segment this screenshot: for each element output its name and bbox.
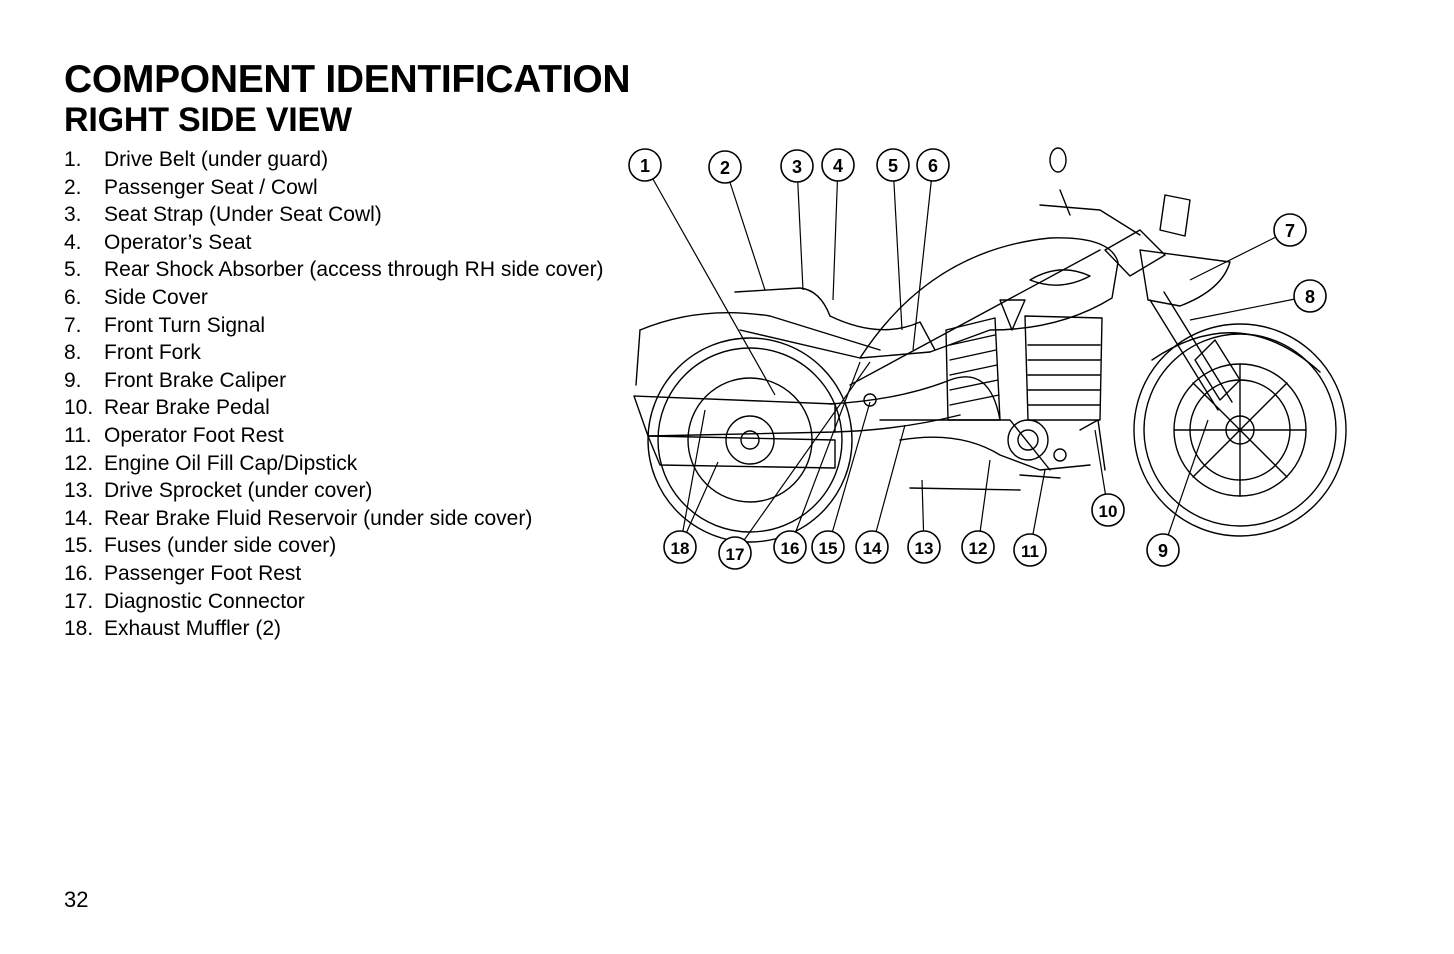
legend-label: Rear Brake Pedal <box>104 396 270 420</box>
callout-11 <box>1014 534 1046 566</box>
callout-number: 14 <box>862 539 882 558</box>
legend-label: Drive Belt (under guard) <box>104 148 329 171</box>
legend-item <box>64 229 604 257</box>
legend-number: 6. <box>64 285 82 309</box>
callout-number: 6 <box>927 156 939 176</box>
legend-label: Front Turn Signal <box>104 313 266 337</box>
legend-number: 10. <box>64 396 94 420</box>
legend-item <box>64 588 604 616</box>
legend-number: 15. <box>64 534 94 558</box>
legend-item <box>64 174 604 202</box>
callout-17 <box>719 537 751 569</box>
callout-16 <box>774 531 806 563</box>
callout-7 <box>1274 214 1306 246</box>
legend-number: 18. <box>64 617 94 641</box>
legend-item <box>64 284 604 312</box>
leader-lines <box>645 165 1310 553</box>
callout-number: 5 <box>887 156 899 176</box>
callout-number: 17 <box>725 545 745 564</box>
legend-label: Operator Foot Rest <box>104 423 284 447</box>
callout-number: 11 <box>1021 542 1039 561</box>
callout-3 <box>781 150 813 182</box>
callout-12 <box>962 531 994 563</box>
legend-number: 11. <box>64 423 92 447</box>
callout-1 <box>629 149 661 181</box>
legend-label: Passenger Foot Rest <box>104 561 302 585</box>
legend-label: Seat Strap (Under Seat Cowl) <box>104 203 382 227</box>
callout-number: 2 <box>719 158 731 178</box>
legend-item <box>64 367 604 395</box>
page-title: COMPONENT IDENTIFICATION <box>64 58 631 101</box>
legend-number: 8. <box>64 341 82 365</box>
component-legend <box>64 146 604 643</box>
legend-number: 12. <box>64 451 94 475</box>
legend-number: 5. <box>64 258 82 282</box>
legend-number: 4. <box>64 230 82 254</box>
callout-18 <box>664 531 696 563</box>
legend-label: Engine Oil Fill Cap/Dipstick <box>104 451 358 475</box>
legend-item <box>64 615 604 643</box>
callout-14 <box>856 531 888 563</box>
legend-label: Diagnostic Connector <box>104 589 305 613</box>
legend-number: 13. <box>64 479 94 503</box>
callout-number: 18 <box>670 539 690 558</box>
callout-number: 7 <box>1284 221 1296 241</box>
callout-number: 3 <box>791 157 803 177</box>
callout-6 <box>917 149 949 181</box>
callout-number: 16 <box>780 539 800 558</box>
callout-number: 9 <box>1157 541 1169 561</box>
legend-label: Front Fork <box>104 341 201 365</box>
legend-number: 2. <box>64 175 82 199</box>
legend-number: 1. <box>64 148 82 171</box>
callout-5 <box>877 149 909 181</box>
callout-number: 10 <box>1098 502 1118 521</box>
legend-number: 3. <box>64 203 82 227</box>
callout-number: 1 <box>639 156 651 176</box>
callout-4 <box>822 149 854 181</box>
legend-number: 14. <box>64 506 94 530</box>
callout-number: 4 <box>832 156 844 176</box>
legend-number: 7. <box>64 313 82 337</box>
legend-label: Drive Sprocket (under cover) <box>104 479 373 503</box>
legend-item <box>64 422 604 450</box>
callout-number: 8 <box>1304 287 1316 307</box>
legend-label: Side Cover <box>104 285 208 309</box>
callout-2 <box>709 151 741 183</box>
legend-item <box>64 560 604 588</box>
legend-item <box>64 450 604 478</box>
legend-label: Passenger Seat / Cowl <box>104 175 318 199</box>
motorcycle-diagram <box>620 140 1360 580</box>
callout-9 <box>1147 534 1179 566</box>
legend-item <box>64 146 604 174</box>
callout-10 <box>1092 494 1124 526</box>
legend-label: Fuses (under side cover) <box>104 534 337 558</box>
motorcycle-illustration <box>634 148 1346 542</box>
legend-item <box>64 505 604 533</box>
legend-label: Operator’s Seat <box>104 230 252 254</box>
callout-number: 12 <box>968 539 988 558</box>
legend-item <box>64 477 604 505</box>
legend-number: 9. <box>64 368 82 392</box>
legend-item <box>64 532 604 560</box>
callout-number: 15 <box>818 539 838 558</box>
callout-8 <box>1294 280 1326 312</box>
legend-label: Rear Shock Absorber (access through RH side cover) <box>104 258 604 282</box>
callout-15 <box>812 531 844 563</box>
legend-item <box>64 394 604 422</box>
legend-label: Rear Brake Fluid Reservoir (under side cover) <box>104 506 533 530</box>
legend-number: 17. <box>64 589 94 613</box>
callout-number: 13 <box>914 539 934 558</box>
legend-item <box>64 339 604 367</box>
legend-item <box>64 256 604 284</box>
page-number: 32 <box>64 887 89 912</box>
page-subtitle: RIGHT SIDE VIEW <box>64 101 352 139</box>
legend-label: Exhaust Muffler (2) <box>104 617 282 641</box>
legend-label: Front Brake Caliper <box>104 368 287 392</box>
legend-number: 16. <box>64 561 94 585</box>
callout-13 <box>908 531 940 563</box>
legend-item <box>64 312 604 340</box>
legend-item <box>64 201 604 229</box>
